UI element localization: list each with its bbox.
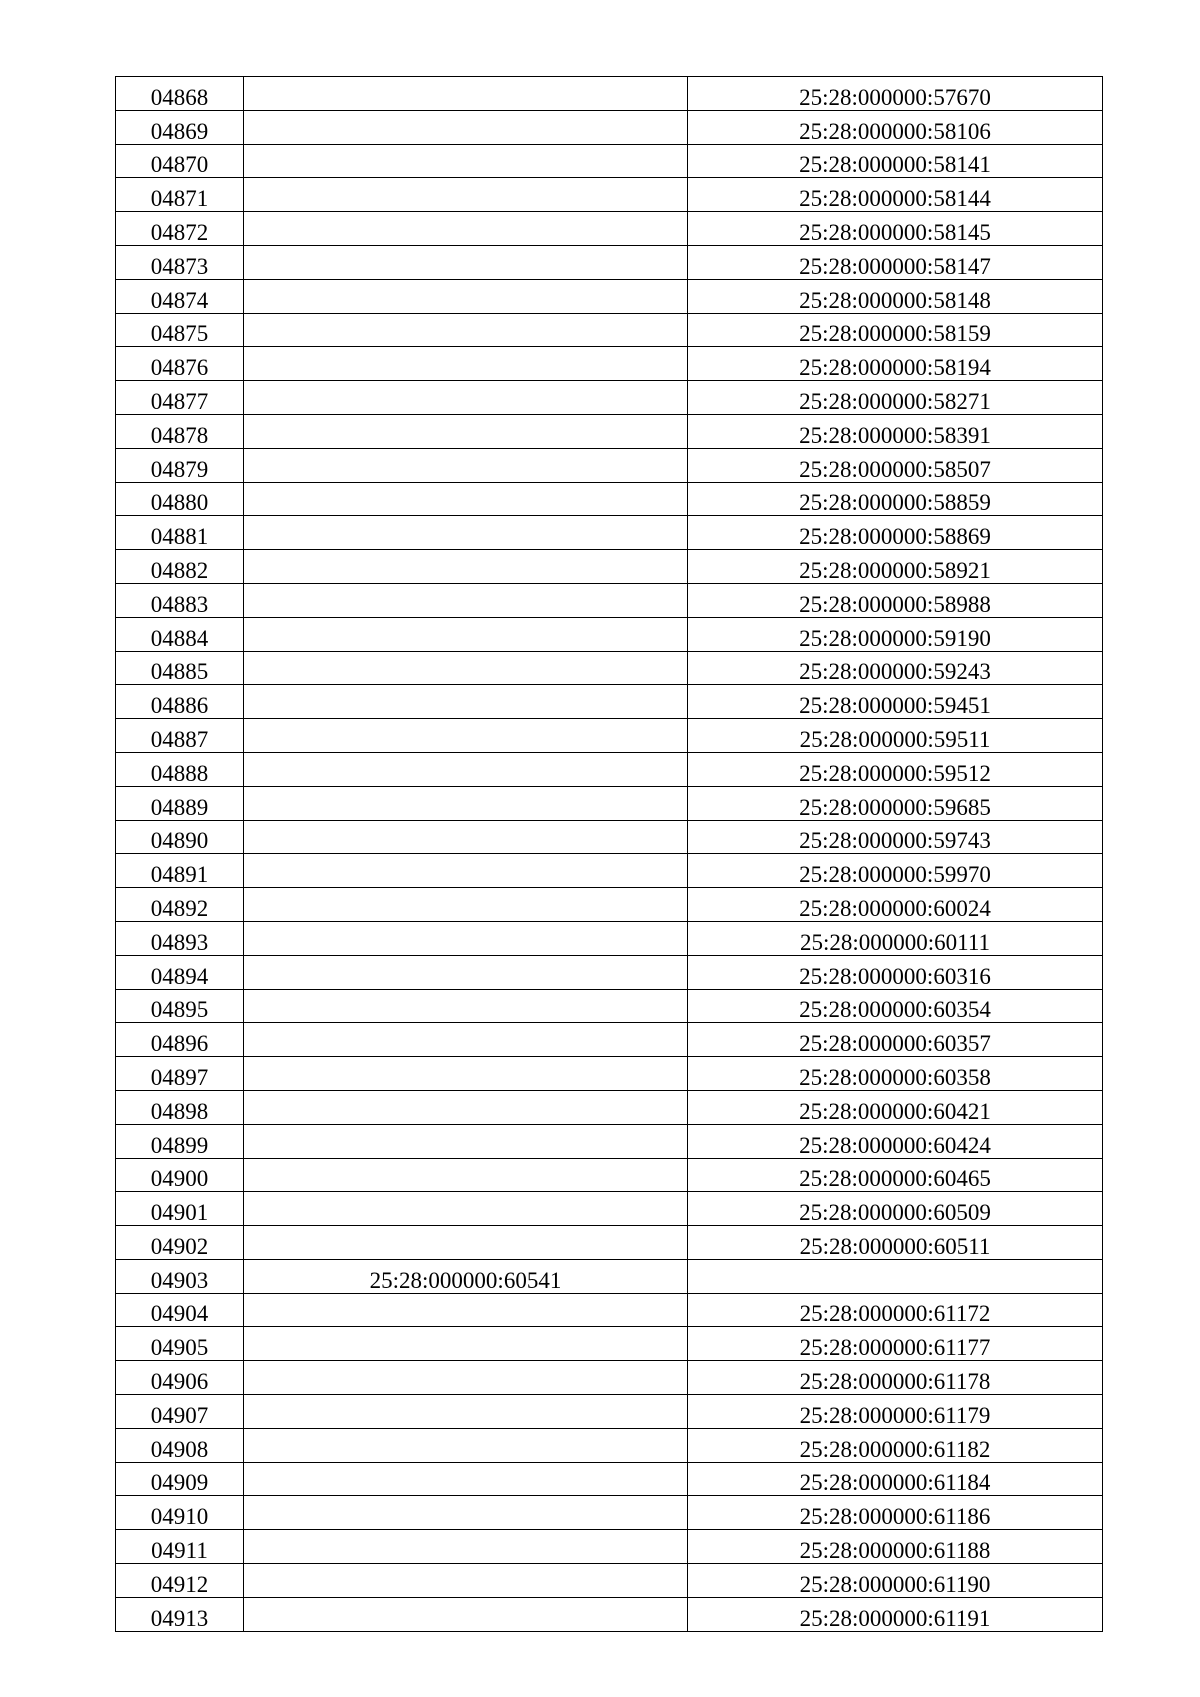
row-number-cell-text: 04889 — [150, 794, 209, 820]
row-number-cell — [116, 786, 244, 820]
row-number-cell-text: 04893 — [150, 929, 209, 955]
table-row — [116, 685, 1103, 719]
table-body — [116, 77, 1103, 1632]
row-number-cell-text: 04890 — [150, 828, 209, 854]
row-number-cell — [116, 178, 244, 212]
cadastral-number-cell-text: 25:28:000000:61190 — [799, 1571, 991, 1597]
table-row — [116, 550, 1103, 584]
row-number-cell-text: 04899 — [150, 1132, 209, 1158]
table-row — [116, 752, 1103, 786]
cadastral-number-cell — [688, 381, 1103, 415]
cadastral-number-cell-secondary — [244, 1327, 688, 1361]
row-number-cell-text: 04879 — [150, 456, 209, 482]
cadastral-number-cell-secondary — [244, 144, 688, 178]
row-number-cell — [116, 888, 244, 922]
cadastral-number-cell-secondary — [244, 989, 688, 1023]
table-row — [116, 77, 1103, 111]
table-row — [116, 1192, 1103, 1226]
cadastral-number-cell-secondary — [244, 77, 688, 111]
cadastral-number-cell-secondary — [244, 448, 688, 482]
cadastral-number-cell-text: 25:28:000000:58147 — [799, 253, 991, 279]
cadastral-number-cell — [688, 1327, 1103, 1361]
cadastral-number-cell — [688, 1462, 1103, 1496]
row-number-cell-text: 04913 — [150, 1605, 209, 1631]
cadastral-number-cell — [688, 786, 1103, 820]
table-row — [116, 955, 1103, 989]
table-row — [116, 110, 1103, 144]
table-row — [116, 820, 1103, 854]
cadastral-number-cell-secondary — [244, 347, 688, 381]
cadastral-number-cell-secondary — [244, 414, 688, 448]
row-number-cell-text: 04876 — [150, 355, 209, 381]
cadastral-number-cell-text: 25:28:000000:58144 — [799, 186, 991, 212]
row-number-cell-text: 04869 — [150, 118, 209, 144]
cadastral-number-cell-secondary — [244, 313, 688, 347]
table-row — [116, 1090, 1103, 1124]
cadastral-number-cell-text: 25:28:000000:59970 — [799, 862, 991, 888]
cadastral-number-cell-secondary — [244, 1462, 688, 1496]
cadastral-number-cell-secondary — [244, 1192, 688, 1226]
table-row — [116, 1530, 1103, 1564]
cadastral-number-cell — [688, 482, 1103, 516]
row-number-cell — [116, 651, 244, 685]
cadastral-number-cell-secondary — [244, 854, 688, 888]
row-number-cell — [116, 1530, 244, 1564]
table-row — [116, 1361, 1103, 1395]
row-number-cell-text: 04884 — [150, 625, 209, 651]
table-row — [116, 1293, 1103, 1327]
row-number-cell — [116, 1293, 244, 1327]
cadastral-number-cell — [688, 820, 1103, 854]
cadastral-number-cell-secondary — [244, 110, 688, 144]
row-number-cell-text: 04908 — [150, 1436, 209, 1462]
cadastral-number-cell-secondary — [244, 1023, 688, 1057]
row-number-cell — [116, 1428, 244, 1462]
cadastral-number-cell-secondary — [244, 1259, 688, 1293]
row-number-cell — [116, 77, 244, 111]
cadastral-number-cell-text: 25:28:000000:61184 — [799, 1470, 991, 1496]
cadastral-number-cell-secondary — [244, 719, 688, 753]
cadastral-number-cell — [688, 583, 1103, 617]
row-number-cell — [116, 313, 244, 347]
cadastral-number-cell-secondary — [244, 245, 688, 279]
cadastral-number-cell-text: 25:28:000000:61191 — [799, 1605, 991, 1631]
cadastral-number-cell — [688, 1090, 1103, 1124]
row-number-cell-text: 04886 — [150, 693, 209, 719]
cadastral-number-cell — [688, 1361, 1103, 1395]
table-row — [116, 212, 1103, 246]
cadastral-number-cell — [688, 1530, 1103, 1564]
cadastral-number-cell-text: 25:28:000000:60024 — [799, 895, 991, 921]
cadastral-number-cell-secondary — [244, 1361, 688, 1395]
cadastral-number-cell-text: 25:28:000000:61172 — [799, 1301, 991, 1327]
row-number-cell-text: 04877 — [150, 388, 209, 414]
cadastral-number-cell-secondary — [244, 888, 688, 922]
cadastral-number-cell-text: 25:28:000000:58271 — [799, 388, 991, 414]
cadastral-number-cell-secondary — [244, 381, 688, 415]
cadastral-number-cell-text: 25:28:000000:61178 — [799, 1369, 991, 1395]
cadastral-number-cell-text: 25:28:000000:59243 — [799, 659, 991, 685]
cadastral-number-cell-text: 25:28:000000:58869 — [799, 524, 991, 550]
row-number-cell-text: 04883 — [150, 591, 209, 617]
row-number-cell — [116, 1395, 244, 1429]
row-number-cell — [116, 1192, 244, 1226]
cadastral-number-cell-text: 25:28:000000:58159 — [799, 321, 991, 347]
row-number-cell — [116, 1259, 244, 1293]
row-number-cell-text: 04904 — [150, 1301, 209, 1327]
row-number-cell — [116, 1124, 244, 1158]
cadastral-number-cell-secondary — [244, 1057, 688, 1091]
row-number-cell — [116, 1496, 244, 1530]
row-number-cell — [116, 685, 244, 719]
row-number-cell-text: 04898 — [150, 1098, 209, 1124]
cadastral-number-cell-secondary — [244, 550, 688, 584]
table-row — [116, 1057, 1103, 1091]
cadastral-number-cell — [688, 1226, 1103, 1260]
cadastral-number-cell-text: 25:28:000000:59511 — [799, 726, 991, 752]
table-row — [116, 854, 1103, 888]
cadastral-number-cell — [688, 1057, 1103, 1091]
row-number-cell-text: 04891 — [150, 862, 209, 888]
cadastral-number-cell-text: 25:28:000000:57670 — [799, 84, 991, 110]
cadastral-number-cell — [688, 414, 1103, 448]
row-number-cell — [116, 921, 244, 955]
cadastral-number-cell — [688, 110, 1103, 144]
table-row — [116, 516, 1103, 550]
table-row — [116, 1259, 1103, 1293]
row-number-cell-text: 04888 — [150, 760, 209, 786]
cadastral-number-cell-text: 25:28:000000:61182 — [799, 1436, 991, 1462]
row-number-cell-text: 04907 — [150, 1402, 209, 1428]
row-number-cell — [116, 550, 244, 584]
cadastral-number-cell-secondary — [244, 1496, 688, 1530]
cadastral-number-cell — [688, 245, 1103, 279]
row-number-cell-text: 04882 — [150, 557, 209, 583]
cadastral-number-cell-secondary — [244, 1395, 688, 1429]
row-number-cell — [116, 752, 244, 786]
cadastral-number-cell-text: 25:28:000000:60316 — [799, 963, 991, 989]
table-row — [116, 1462, 1103, 1496]
cadastral-number-cell-text: 25:28:000000:58148 — [799, 287, 991, 313]
cadastral-number-cell — [688, 212, 1103, 246]
table-row — [116, 1496, 1103, 1530]
cadastral-number-cell-text: 25:28:000000:59451 — [799, 693, 991, 719]
table-row — [116, 1564, 1103, 1598]
row-number-cell-text: 04868 — [150, 84, 209, 110]
row-number-cell-text: 04910 — [150, 1504, 209, 1530]
cadastral-number-cell — [688, 719, 1103, 753]
row-number-cell-text: 04906 — [150, 1369, 209, 1395]
row-number-cell — [116, 279, 244, 313]
row-number-cell — [116, 110, 244, 144]
row-number-cell — [116, 1564, 244, 1598]
row-number-cell-text: 04896 — [150, 1031, 209, 1057]
row-number-cell — [116, 1327, 244, 1361]
row-number-cell — [116, 381, 244, 415]
table-row — [116, 989, 1103, 1023]
table-row — [116, 1327, 1103, 1361]
row-number-cell-text: 04870 — [150, 152, 209, 178]
row-number-cell-text: 04894 — [150, 963, 209, 989]
cadastral-number-cell-text: 25:28:000000:60357 — [799, 1031, 991, 1057]
table-row — [116, 1395, 1103, 1429]
row-number-cell-text: 04903 — [150, 1267, 209, 1293]
cadastral-number-cell — [688, 516, 1103, 550]
cadastral-number-cell — [688, 347, 1103, 381]
table-row — [116, 719, 1103, 753]
row-number-cell-text: 04905 — [150, 1335, 209, 1361]
table-row — [116, 1428, 1103, 1462]
row-number-cell — [116, 482, 244, 516]
cadastral-number-cell-text: 25:28:000000:59685 — [799, 794, 991, 820]
row-number-cell — [116, 854, 244, 888]
row-number-cell-text: 04880 — [150, 490, 209, 516]
row-number-cell-text: 04875 — [150, 321, 209, 347]
cadastral-number-cell-text: 25:28:000000:60111 — [800, 929, 990, 955]
cadastral-number-cell-text: 25:28:000000:60358 — [799, 1064, 991, 1090]
cadastral-number-cell — [688, 989, 1103, 1023]
row-number-cell-text: 04900 — [150, 1166, 209, 1192]
cadastral-number-cell — [688, 1428, 1103, 1462]
cadastral-number-cell-secondary — [244, 955, 688, 989]
row-number-cell-text: 04897 — [150, 1064, 209, 1090]
cadastral-number-cell — [688, 955, 1103, 989]
cadastral-number-cell-text: 25:28:000000:59512 — [799, 760, 991, 786]
cadastral-number-cell-secondary — [244, 1428, 688, 1462]
row-number-cell — [116, 820, 244, 854]
cadastral-number-cell — [688, 1293, 1103, 1327]
row-number-cell — [116, 347, 244, 381]
cadastral-number-cell-text: 25:28:000000:61188 — [799, 1538, 991, 1564]
table-row — [116, 279, 1103, 313]
cadastral-number-cell-text: 25:28:000000:59743 — [799, 828, 991, 854]
cadastral-number-cell — [688, 752, 1103, 786]
cadastral-number-cell-text: 25:28:000000:61177 — [799, 1335, 991, 1361]
cadastral-number-cell — [688, 1259, 1103, 1293]
cadastral-number-cell — [688, 144, 1103, 178]
cadastral-number-cell-text: 25:28:000000:58391 — [799, 422, 991, 448]
table-row — [116, 347, 1103, 381]
table-row — [116, 1124, 1103, 1158]
table-row — [116, 144, 1103, 178]
row-number-cell — [116, 448, 244, 482]
row-number-cell — [116, 245, 244, 279]
row-number-cell — [116, 955, 244, 989]
cadastral-number-cell-secondary — [244, 820, 688, 854]
row-number-cell — [116, 516, 244, 550]
row-number-cell — [116, 1023, 244, 1057]
row-number-cell — [116, 212, 244, 246]
cadastral-number-cell — [688, 1395, 1103, 1429]
table-row — [116, 786, 1103, 820]
cadastral-number-cell-text: 25:28:000000:58507 — [799, 456, 991, 482]
row-number-cell-text: 04892 — [150, 895, 209, 921]
cadastral-number-cell-secondary — [244, 1530, 688, 1564]
cadastral-number-cell — [688, 1564, 1103, 1598]
cadastral-number-cell-text: 25:28:000000:60424 — [799, 1132, 991, 1158]
table-row — [116, 888, 1103, 922]
table-row — [116, 381, 1103, 415]
cadastral-number-cell-secondary — [244, 921, 688, 955]
row-number-cell — [116, 1597, 244, 1631]
cadastral-number-cell-text: 25:28:000000:60354 — [799, 997, 991, 1023]
cadastral-number-cell — [688, 448, 1103, 482]
cadastral-number-cell-secondary — [244, 1124, 688, 1158]
cadastral-number-cell-secondary — [244, 617, 688, 651]
table-row — [116, 1023, 1103, 1057]
row-number-cell — [116, 1057, 244, 1091]
table-row — [116, 1158, 1103, 1192]
cadastral-number-cell-text: 25:28:000000:58106 — [799, 118, 991, 144]
row-number-cell — [116, 144, 244, 178]
cadastral-number-cell-secondary-text: 25:28:000000:60541 — [369, 1267, 562, 1293]
cadastral-number-cell-secondary — [244, 482, 688, 516]
row-number-cell — [116, 719, 244, 753]
row-number-cell-text: 04887 — [150, 726, 209, 752]
table-row — [116, 178, 1103, 212]
cadastral-number-cell-secondary — [244, 212, 688, 246]
cadastral-number-cell-text: 25:28:000000:58145 — [799, 219, 991, 245]
cadastral-number-cell-secondary — [244, 1158, 688, 1192]
row-number-cell — [116, 1462, 244, 1496]
row-number-cell-text: 04873 — [150, 253, 209, 279]
row-number-cell — [116, 1090, 244, 1124]
row-number-cell-text: 04901 — [150, 1200, 209, 1226]
table-row — [116, 1226, 1103, 1260]
cadastral-number-cell-secondary — [244, 178, 688, 212]
row-number-cell-text: 04909 — [150, 1470, 209, 1496]
cadastral-number-cell-secondary — [244, 651, 688, 685]
cadastral-number-cell-secondary — [244, 786, 688, 820]
cadastral-number-cell — [688, 313, 1103, 347]
cadastral-number-cell — [688, 921, 1103, 955]
cadastral-number-cell-secondary — [244, 1226, 688, 1260]
cadastral-number-cell-text: 25:28:000000:58141 — [799, 152, 991, 178]
table-row — [116, 651, 1103, 685]
row-number-cell-text: 04881 — [150, 524, 209, 550]
row-number-cell-text: 04878 — [150, 422, 209, 448]
cadastral-number-cell-secondary — [244, 516, 688, 550]
cadastral-number-cell-text: 25:28:000000:58194 — [799, 355, 991, 381]
row-number-cell — [116, 583, 244, 617]
row-number-cell-text: 04895 — [150, 997, 209, 1023]
row-number-cell-text: 04874 — [150, 287, 209, 313]
row-number-cell — [116, 989, 244, 1023]
cadastral-number-cell-secondary — [244, 1597, 688, 1631]
cadastral-number-cell-text: 25:28:000000:60465 — [799, 1166, 991, 1192]
row-number-cell-text: 04871 — [150, 186, 209, 212]
cadastral-number-cell — [688, 1124, 1103, 1158]
cadastral-number-cell-secondary — [244, 1564, 688, 1598]
cadastral-number-cell-text: 25:28:000000:59190 — [799, 625, 991, 651]
table-row — [116, 1597, 1103, 1631]
row-number-cell — [116, 1361, 244, 1395]
table-row — [116, 482, 1103, 516]
cadastral-number-cell — [688, 1597, 1103, 1631]
cadastral-number-cell — [688, 1192, 1103, 1226]
cadastral-number-cell-text: 25:28:000000:58859 — [799, 490, 991, 516]
cadastral-number-cell — [688, 854, 1103, 888]
cadastral-number-cell-secondary — [244, 1293, 688, 1327]
cadastral-number-cell — [688, 888, 1103, 922]
cadastral-number-cell — [688, 1023, 1103, 1057]
cadastral-number-cell — [688, 685, 1103, 719]
table-row — [116, 245, 1103, 279]
cadastral-number-cell — [688, 550, 1103, 584]
cadastral-number-cell — [688, 617, 1103, 651]
cadastral-number-cell-text: 25:28:000000:60421 — [799, 1098, 991, 1124]
cadastral-number-cell — [688, 77, 1103, 111]
table-row — [116, 583, 1103, 617]
cadastral-number-cell-text: 25:28:000000:61186 — [799, 1504, 991, 1530]
row-number-cell-text: 04902 — [150, 1233, 209, 1259]
cadastral-table — [115, 76, 1103, 1632]
table-row — [116, 414, 1103, 448]
cadastral-number-cell-text: 25:28:000000:58921 — [799, 557, 991, 583]
row-number-cell — [116, 617, 244, 651]
cadastral-number-cell-secondary — [244, 279, 688, 313]
cadastral-number-cell-text: 25:28:000000:61179 — [799, 1402, 991, 1428]
row-number-cell-text: 04885 — [150, 659, 209, 685]
cadastral-number-cell — [688, 1496, 1103, 1530]
cadastral-number-cell — [688, 279, 1103, 313]
cadastral-number-cell-text: 25:28:000000:58988 — [799, 591, 991, 617]
row-number-cell-text: 04872 — [150, 219, 209, 245]
table-row — [116, 617, 1103, 651]
table-row — [116, 313, 1103, 347]
cadastral-number-cell-secondary — [244, 685, 688, 719]
cadastral-number-cell-text: 25:28:000000:60509 — [799, 1200, 991, 1226]
cadastral-number-cell-text: 25:28:000000:60511 — [799, 1233, 991, 1259]
row-number-cell-text: 04912 — [150, 1571, 209, 1597]
table-row — [116, 448, 1103, 482]
cadastral-number-cell — [688, 178, 1103, 212]
row-number-cell-text: 04911 — [151, 1538, 208, 1564]
cadastral-number-cell-secondary — [244, 583, 688, 617]
row-number-cell — [116, 1226, 244, 1260]
row-number-cell — [116, 414, 244, 448]
cadastral-number-cell — [688, 651, 1103, 685]
table-row — [116, 921, 1103, 955]
row-number-cell — [116, 1158, 244, 1192]
cadastral-number-cell-secondary — [244, 752, 688, 786]
cadastral-number-cell-secondary — [244, 1090, 688, 1124]
cadastral-number-cell — [688, 1158, 1103, 1192]
